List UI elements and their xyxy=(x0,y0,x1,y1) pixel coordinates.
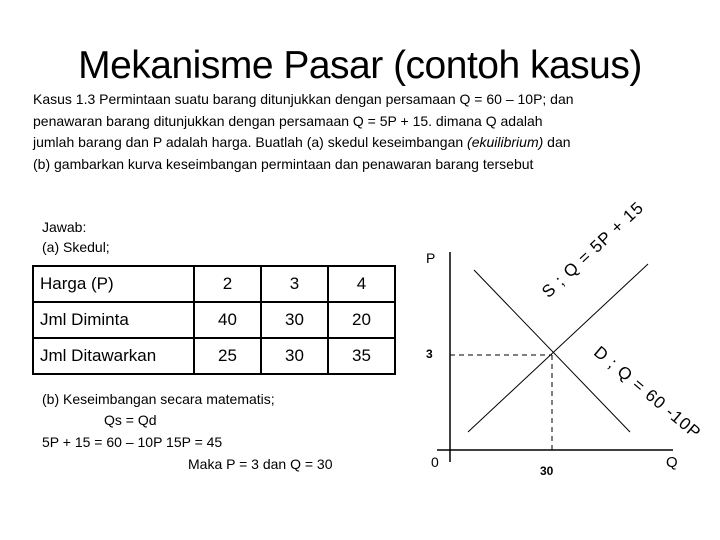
math-heading: (b) Keseimbangan secara matematis; xyxy=(42,391,275,407)
row-header: Harga (P) xyxy=(33,266,194,302)
cell: 30 xyxy=(261,302,328,338)
cell: 30 xyxy=(261,338,328,374)
q-axis-label: Q xyxy=(666,454,678,471)
q-eq-label: 30 xyxy=(540,464,554,478)
slide-title: Mekanisme Pasar (contoh kasus) xyxy=(78,44,642,87)
demand-label: D ; Q = 60 -10P xyxy=(590,342,705,443)
cell: 4 xyxy=(328,266,395,302)
cell: 2 xyxy=(194,266,261,302)
p-eq-label: 3 xyxy=(426,347,433,361)
origin-label: 0 xyxy=(431,454,439,470)
italic-text: (ekuilibrium) xyxy=(467,134,544,150)
cell: 40 xyxy=(194,302,261,338)
supply-label: S ; Q = 5P + 15 xyxy=(538,197,648,302)
p-axis-label: P xyxy=(426,250,436,266)
cell: 3 xyxy=(261,266,328,302)
row-header: Jml Diminta xyxy=(33,302,194,338)
problem-line: penawaran barang ditunjukkan dengan persamaan Q = 5P + 15. dimana Q adalah xyxy=(33,112,543,129)
math-line: Maka P = 3 dan Q = 30 xyxy=(188,456,333,472)
row-header: Jml Ditawarkan xyxy=(33,338,194,374)
part-a-label: (a) Skedul; xyxy=(42,239,110,255)
cell: 20 xyxy=(328,302,395,338)
cell: 25 xyxy=(194,338,261,374)
cell: 35 xyxy=(328,338,395,374)
answer-label: Jawab: xyxy=(42,219,87,235)
text: jumlah barang dan P adalah harga. Buatlah (a) skedul keseimbangan xyxy=(33,134,468,150)
text: dan xyxy=(543,134,571,150)
math-line: Qs = Qd xyxy=(104,412,157,428)
problem-line: Kasus 1.3 Permintaan suatu barang ditunjukkan dengan persamaan Q = 60 – 10P; dan xyxy=(33,91,574,107)
math-line: 5P + 15 = 60 – 10P 15P = 45 xyxy=(42,434,223,450)
problem-line: (b) gambarkan kurva keseimbangan permintaan dan penawaran barang tersebut xyxy=(33,155,534,172)
